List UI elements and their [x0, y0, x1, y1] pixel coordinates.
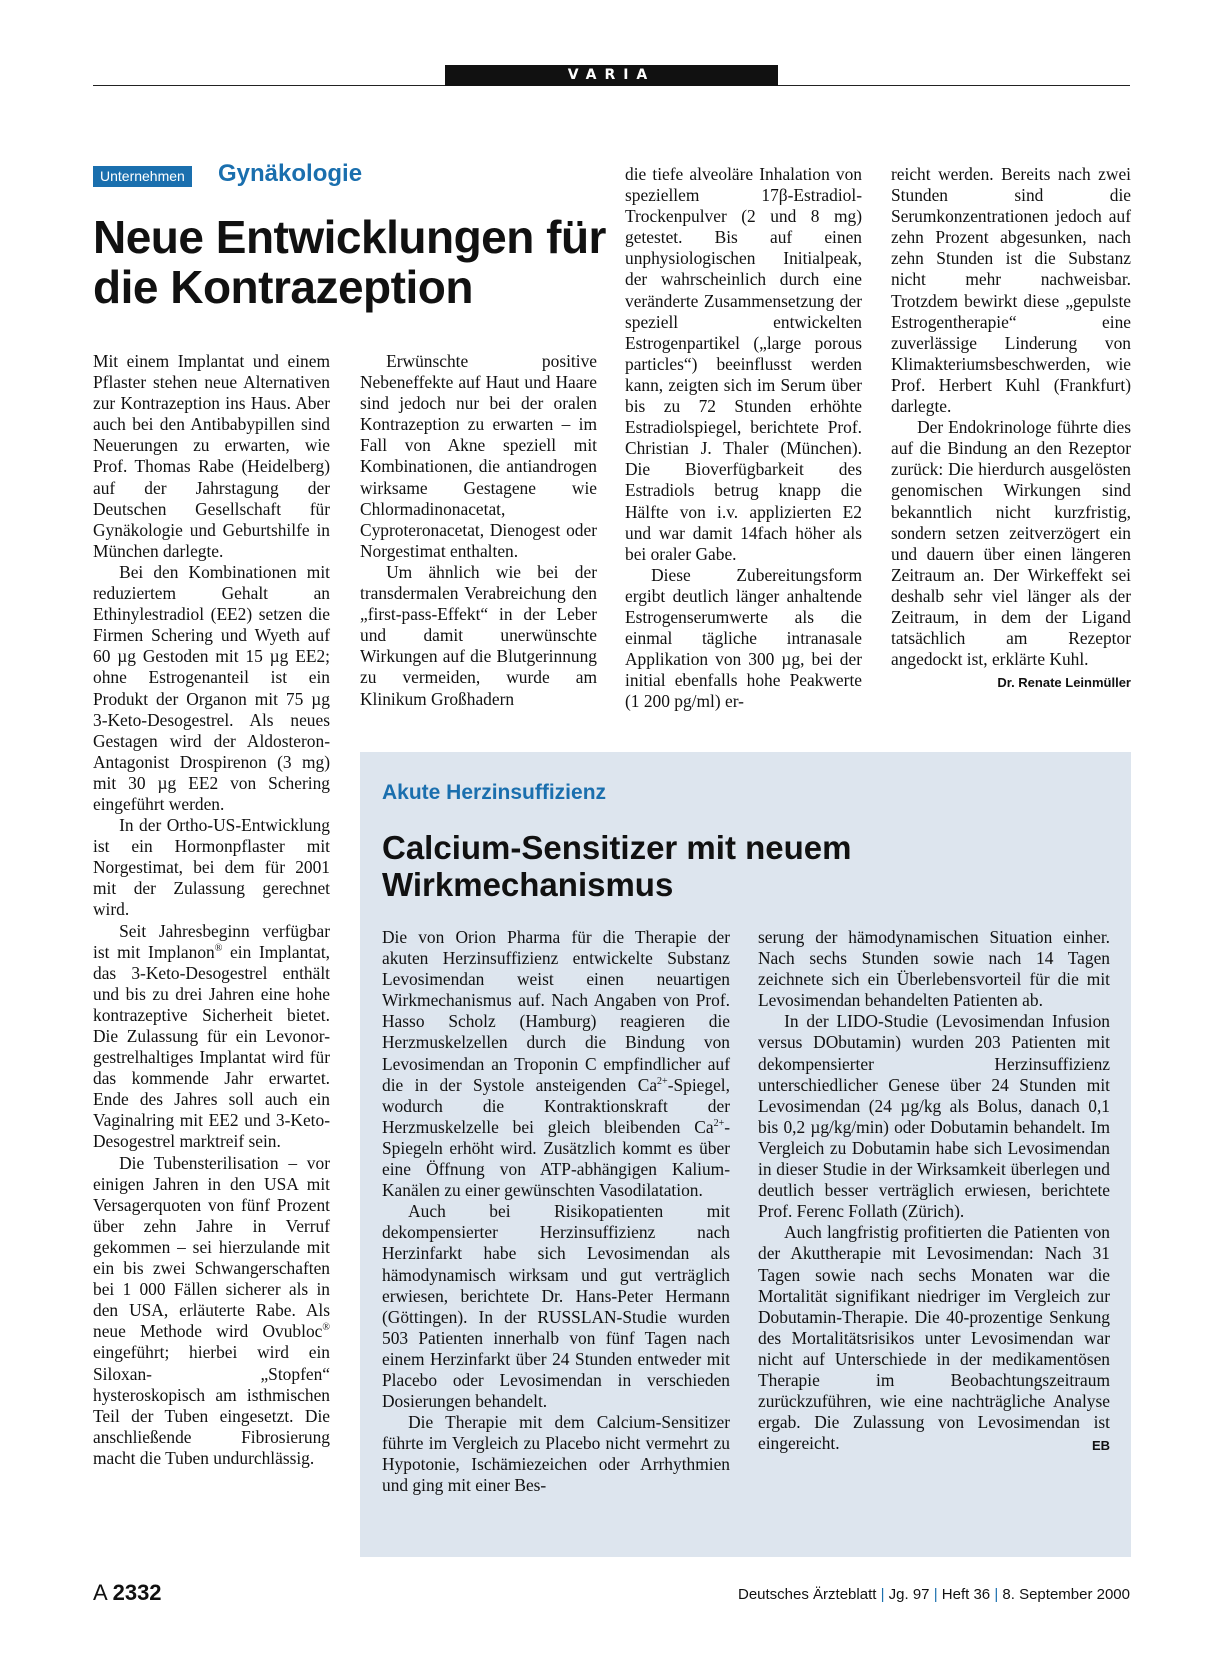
text-span: Auch langfristig profitierten die Patienten von der Akuttherapie mit Levosimendan: Nach 31 Tagen sowie nach sechs Monaten war die Mortalität signifikant niedriger im Vergleich zur Dobutamin-Therapie. Die 40-prozentige Senkung des Mortalitätsrisikos unter Levosimendan war nicht auf Unterschiede in der medikamentösen Therapie im Beobachtungszeitraum zurückzuführen, wie eine nachträgliche Analyse ergab. Die Zulassung von Levosimendan ist eingereicht.	[758, 1222, 1110, 1454]
article2-title-line1: Calcium-Sensitizer mit neuem	[382, 829, 852, 866]
paragraph: reicht werden. Bereits nach zwei Stunden sind die Serumkonzentrationen jedoch auf zehn Prozent abgesunken, nach zehn Stunden ist die Substanz nicht mehr nachweisbar. Trotzdem bewirkt diese „gepulste Estrogentherapie“ eine zuverlässige Linderung von Klimakteriumsbeschwerden, wie Prof. Herbert Kuhl (Frankfurt) darlegte.	[891, 164, 1131, 417]
journal-footer	[738, 1586, 1130, 1603]
article1-column-2	[360, 351, 597, 710]
text-span: ein Implantat, das 3-Keto-Desogestrel enthält und bis zu drei Jahren eine hohe kontrazeptive Sicherheit bietet. Die Zulassung für ein Levonor-gestrelhaltiges Implantat wird für das kommende Jahr erwartet. Ende des Jahres soll auch ein Vaginalring mit EE2 und 3-Keto-Desogestrel marktreif sein.	[93, 941, 331, 1152]
paragraph: die tiefe alveoläre Inhalation von speziellem 17β-Estradiol-Trockenpulver (2 und 8 mg) getestet. Bis auf einen unphysiologischen Initialpeak, der wahrscheinlich durch eine veränderte Zusammensetzung der speziell entwickelten Estrogenpartikel („large porous particles“) beeinflusst werden kann, zeigten sich im Serum über bis zu 72 Stunden erhöhte Estradiolspiegel, berichtete Prof. Christian J. Thaler (München). Die Bioverfügbarkeit des Estradiols betrug knapp die Hälfte von i.v. applizierten E2 und war damit 14fach höher als bei oraler Gabe.	[625, 164, 862, 564]
paragraph: Bei den Kombinationen mit reduziertem Gehalt an Ethinylestradiol (EE2) setzen die Firmen Schering und Wyeth auf 60 µg Gestoden mit 15 µg EE2; ohne Estrogenanteil ist ein Produkt der Organon mit 75 µg 3-Keto-Desogestrel. Als neues Gestagen wird der Aldosteron-Antagonist Drospirenon (3 mg) mit 30 µg EE2 von Schering eingeführt werden.	[93, 561, 330, 814]
text-span: -Spiegeln erhöht wird. Zusätzlich kommt es über eine Öffnung von ATP-abhängigen Kalium-Kanälen zu einer gewünschten Vasodilatation.	[382, 1116, 730, 1201]
section-label: VARIA	[445, 65, 778, 86]
journal-volume: Jg. 97	[888, 1586, 930, 1603]
ion-charge: 2+	[657, 1075, 668, 1087]
paragraph: serung der hämodynamischen Situation einher. Nach sechs Stunden sowie nach 14 Tagen zeichnete sich ein Überlebensvorteil für die mit Levosimendan behandelten Patienten ab.	[758, 927, 1110, 1011]
article2-column-1	[382, 927, 730, 1497]
page-prefix: A	[93, 1580, 107, 1605]
article2-title	[382, 829, 851, 903]
text-span: Ovubloc	[262, 1321, 323, 1342]
journal-name: Deutsches Ärzteblatt	[738, 1586, 877, 1603]
article1-column-1	[93, 351, 330, 1469]
paragraph	[891, 417, 1131, 691]
article2-kicker: Akute Herzinsuffizienz	[382, 781, 607, 804]
text-span: Die von Orion Pharma für die Therapie der akuten Herzinsuffizienz entwickelte Substanz Levosimendan weist einen neuartigen Wirkmechanismus auf. Nach Angaben von Prof. Hasso Scholz (Hamburg) reagieren die Herzmuskelzellen durch die Bindung von Levosimendan an Troponin C empfindlicher auf die in der Systole ansteigenden Ca	[382, 927, 730, 1095]
paragraph	[382, 927, 730, 1201]
registered-mark: ®	[214, 942, 223, 954]
paragraph: Die Therapie mit dem Calcium-Sensitizer führte im Vergleich zu Placebo nicht vermehrt zu Hypotonie, Ischämiezeichen oder Arrhythmien und ging mit einer Bes-	[382, 1412, 730, 1496]
article2-column-2	[758, 927, 1110, 1456]
footer-separator: |	[933, 1586, 938, 1603]
article1-column-4	[891, 164, 1131, 693]
article1-column-3	[625, 164, 862, 712]
page-number	[93, 1580, 162, 1606]
paragraph	[758, 1222, 1110, 1454]
ion-charge: 2+	[713, 1118, 725, 1130]
text-span: -Spiegel, wodurch die Kontraktionskraft der Herzmuskelzelle bei gleich bleibenden Ca	[382, 1074, 730, 1137]
registered-mark: ®	[322, 1322, 330, 1334]
paragraph	[93, 1153, 330, 1469]
paragraph: Auch bei Risikopatienten mit dekompensierter Herzinsuffizienz nach Herzinfarkt habe sich Levosimendan als hämodynamisch wirksam und gut verträglich erwiesen, berichtete Dr. Hans-Peter Hermann (Göttingen). In der RUSSLAN-Studie wurden 503 Patienten innerhalb von fünf Tagen nach einem Herzinfarkt über 24 Stunden entweder mit Placebo oder Levosimendan in verschieden Dosierungen behandelt.	[382, 1201, 730, 1412]
article1-title-line1: Neue Entwicklungen für	[93, 211, 606, 263]
page-number-value: 2332	[112, 1580, 162, 1605]
journal-issue: Heft 36	[941, 1586, 991, 1603]
text-span: eingeführt; hierbei wird ein Siloxan-	[93, 1342, 330, 1384]
journal-date: 8. September 2000	[1002, 1586, 1130, 1603]
paragraph: In der LIDO-Studie (Levosimendan Infusion versus DObutamin) wurden 203 Patienten mit dekompensierter Herzinsuffizienz unterschiedlicher Genese über 24 Stunden mit Levosimendan (24 µg/kg als Bolus, danach 0,1 bis 0,2 µg/kg/min) oder Dobutamin behandelt. Im Vergleich zu Dobutamin habe sich Levosimendan in dieser Studie in der Wirksamkeit überlegen und deutlich besser verträglich erwiesen, berichtete Prof. Ferenc Follath (Zürich).	[758, 1011, 1110, 1222]
article1-kicker: Gynäkologie	[218, 160, 363, 187]
paragraph: Um ähnlich wie bei der transdermalen Verabreichung den „first-pass-Effekt“ in der Leber und damit unerwünschte Wirkungen auf die Blutgerinnung zu vermeiden, wurde am Klinikum Großhadern	[360, 561, 597, 709]
paragraph: Erwünschte positive Nebeneffekte auf Haut und Haare sind jedoch nur bei der oralen Kontrazeption zu erwarten – im Fall von Akne speziell mit Kombinationen, die antiandrogen wirksame Gestagene wie Chlormadinonacetat, Cyproteronacetat, Dienogest oder Norgestimat enthalten.	[360, 351, 597, 561]
paragraph: Diese Zubereitungsform ergibt deutlich länger anhaltende Estrogenserumwerte als die einmal tägliche intranasale Applikation von 300 µg, bei der initial ebenfalls hohe Peakwerte (1 200 pg/ml) er-	[625, 564, 862, 712]
footer-separator: |	[880, 1586, 885, 1603]
author-signature: EB	[1091, 1438, 1110, 1454]
text-span: „Stopfen“ hysteroskopisch am isthmischen Teil der Tuben eingesetzt. Die anschließende Fibrosierung macht die Tuben undurchlässig.	[93, 1363, 330, 1468]
category-tag: Unternehmen	[93, 166, 192, 187]
author-signature: Dr. Renate Leinmüller	[997, 675, 1131, 691]
footer-separator: |	[994, 1586, 999, 1603]
text-span: Seit Jahresbeginn verfügbar ist mit Implanon	[93, 920, 330, 962]
article1-title	[93, 212, 606, 312]
article2-title-line2: Wirkmechanismus	[382, 866, 674, 903]
text-span: Der Endokrinologe führte dies auf die Bindung an den Rezeptor zurück: Die hierdurch ausgelösten genomischen Wirkungen sind bekanntlich nicht kurzfristig, sondern setzen zeitverzögert ein und dauern über einen längeren Zeitraum an. Der Wirkeffekt sei deshalb sehr viel länger als der Zeitraum, in dem der Ligand tatsächlich am Rezeptor angedockt ist, erklärte Kuhl.	[891, 417, 1131, 670]
paragraph: In der Ortho-US-Entwicklung ist ein Hormonpflaster mit Norgestimat, bei dem für 2001 mit der Zulassung gerechnet wird.	[93, 815, 330, 920]
text-span: Die Tubensterilisation – vor einigen Jahren in den USA mit Versagerquoten von fünf Prozent über zehn Jahre in Verruf gekommen – sei hierzulande mit ein bis zwei Schwangerschaften bei 1 000 Fällen sicherer als in den USA, erläuterte Rabe. Als neue Methode wird	[93, 1152, 330, 1342]
article1-title-line2: die Kontrazeption	[93, 261, 473, 313]
paragraph	[93, 921, 330, 1153]
paragraph: Mit einem Implantat und einem Pflaster stehen neue Alternativen zur Kontrazeption ins Haus. Aber auch bei den Antibabypillen sind Neuerungen zu erwarten, wie Prof. Thomas Rabe (Heidelberg) auf der Jahrstagung der Deutschen Gesellschaft für Gynäkologie und Geburtshilfe in München darlegte.	[93, 351, 330, 561]
